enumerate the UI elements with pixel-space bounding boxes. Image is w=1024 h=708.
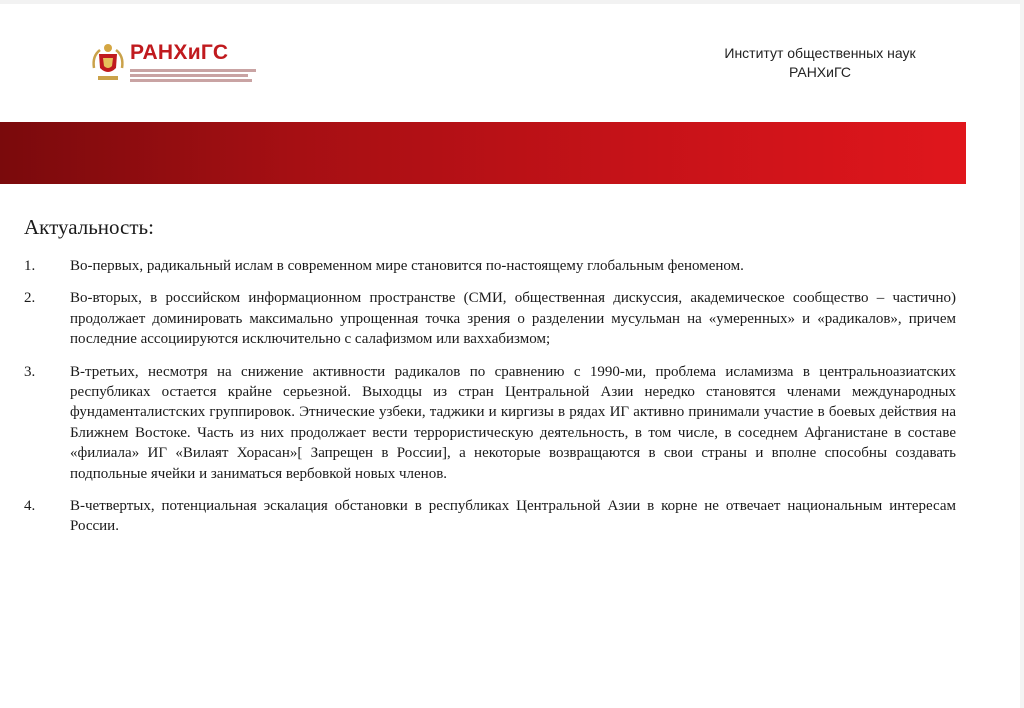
list-item [24, 256, 956, 276]
content-block [24, 214, 956, 549]
list-item-text: Во-вторых, в российском информационном пространстве (СМИ, общественная дискуссия, академическое сообщество – частично) продолжает доминировать максимально упрощенная точка зрения о разделении мусульман на «умеренных» и «радикалов», причем последние ассоциируются исключительно с салафизмом или ваххабизмом; [70, 290, 956, 348]
logo-text [130, 42, 256, 82]
list-item-text: В-третьих, несмотря на снижение активности радикалов по сравнению с 1990-ми, проблема исламизма в центральноазиатских республиках остается крайне серьезной. Выходцы из стран Центральной Азии нередко становятся членами международных фундаменталистских группировок. Этнические узбеки, таджики и киргизы в рядах ИГ активно принимали участие в боевых действия на Ближнем Востоке. Часть из них продолжает вести террористическую деятельность, в том числе, в соседнем Афганистане в составе «филиала» ИГ «Вилаят Хорасан»[ Запрещен в России], а некоторые возвращаются в свои страны и вполне способны создавать подпольные ячейки и заниматься вербовкой новых членов. [70, 363, 956, 482]
red-banner [0, 122, 966, 184]
logo-subtitle-line [130, 79, 252, 82]
logo-name: РАНХиГС [130, 41, 229, 64]
list-item-text: В-четвертых, потенциальная эскалация обстановки в республиках Центральной Азии в корне не отвечает национальным интересам России. [70, 498, 956, 535]
logo-subtitle-lines [130, 67, 256, 82]
logo-subtitle-line [130, 74, 248, 77]
list-item [24, 362, 956, 484]
slide-frame-right [1020, 0, 1024, 708]
list-item-number: 1. [24, 258, 36, 274]
ranepa-logo [90, 40, 256, 84]
institute-title [680, 44, 960, 82]
list-item-number: 4. [24, 498, 36, 515]
institute-line1: Институт общественных наук [724, 45, 916, 61]
list-item [24, 496, 956, 537]
section-heading: Актуальность: [24, 215, 154, 239]
list-item-text: Во-первых, радикальный ислам в современном мире становится по-настоящему глобальным феноменом. [70, 258, 744, 274]
list-item [24, 288, 956, 349]
slide-frame-top [0, 0, 1024, 4]
logo-subtitle-line [130, 69, 256, 72]
list-item-number: 3. [24, 363, 36, 380]
institute-line2: РАНХиГС [788, 64, 852, 80]
list-item-number: 2. [24, 290, 36, 307]
ranepa-emblem-icon [90, 40, 126, 84]
